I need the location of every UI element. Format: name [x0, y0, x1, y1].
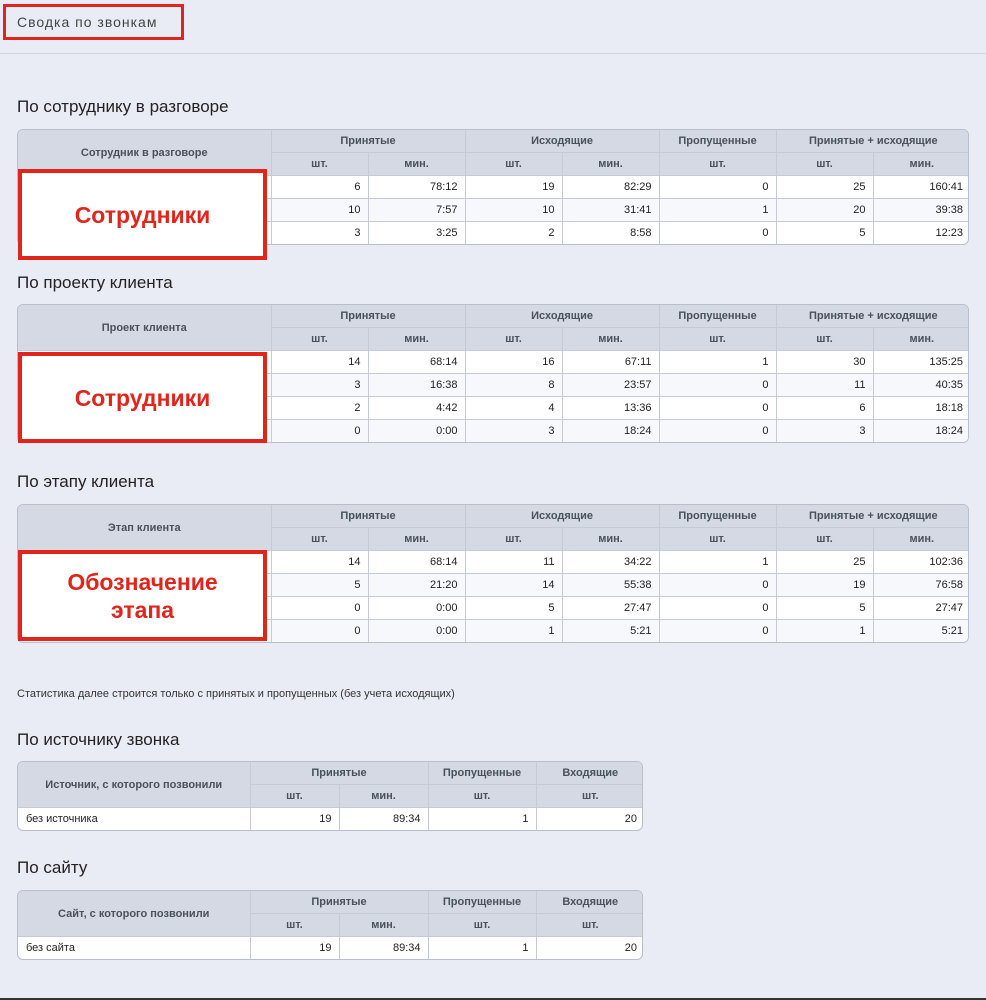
value-cell: 19 — [465, 176, 562, 199]
value-cell: 1 — [465, 620, 562, 643]
value-cell: 5 — [271, 574, 368, 597]
col-header-source[interactable]: Источник, с которого позвонили — [18, 762, 250, 808]
value-cell: 68:14 — [368, 351, 465, 374]
value-cell: 1 — [428, 808, 536, 831]
value-cell: 160:41 — [873, 176, 969, 199]
section-title-employee: По сотруднику в разговоре — [17, 97, 229, 116]
value-cell: 16:38 — [368, 374, 465, 397]
value-cell: 10 — [271, 199, 368, 222]
value-cell: 0 — [659, 597, 776, 620]
value-cell: 3 — [776, 420, 873, 443]
value-cell: 11 — [776, 374, 873, 397]
value-cell: 8:58 — [562, 222, 659, 245]
value-cell: 30 — [776, 351, 873, 374]
col-header-outgoing[interactable]: Исходящие — [465, 505, 659, 528]
col-header-accepted[interactable]: Принятые — [271, 505, 465, 528]
col-header-project[interactable]: Проект клиента — [18, 305, 271, 351]
value-cell: 1 — [428, 937, 536, 960]
value-cell: 5 — [465, 597, 562, 620]
subheader-pcs: шт. — [271, 528, 368, 551]
overlay-employees — [18, 169, 267, 260]
section-title-stage: По этапу клиента — [17, 472, 155, 491]
value-cell: 89:34 — [339, 808, 428, 831]
value-cell: 4 — [465, 397, 562, 420]
col-header-accepted[interactable]: Принятые — [250, 762, 428, 785]
subheader-pcs: шт. — [536, 914, 643, 937]
value-cell: 1 — [659, 351, 776, 374]
table-row[interactable] — [18, 808, 643, 831]
value-cell: 0 — [659, 222, 776, 245]
col-header-missed[interactable]: Пропущенные — [659, 505, 776, 528]
col-header-incoming[interactable]: Входящие — [536, 891, 643, 914]
table-row[interactable] — [18, 937, 643, 960]
site-table — [17, 890, 643, 960]
value-cell: 14 — [271, 551, 368, 574]
col-header-missed[interactable]: Пропущенные — [428, 762, 536, 785]
col-header-employee[interactable]: Сотрудник в разговоре — [18, 130, 271, 176]
col-header-incoming[interactable]: Входящие — [536, 762, 643, 785]
value-cell: 12:23 — [873, 222, 969, 245]
subheader-min: мин. — [562, 328, 659, 351]
subheader-pcs: шт. — [271, 153, 368, 176]
value-cell: 1 — [659, 551, 776, 574]
value-cell: 40:35 — [873, 374, 969, 397]
value-cell: 13:36 — [562, 397, 659, 420]
subheader-pcs: шт. — [536, 785, 643, 808]
subheader-min: мин. — [873, 528, 969, 551]
section-title-site: По сайту — [17, 858, 88, 877]
col-header-accepted-outgoing[interactable]: Принятые + исходящие — [776, 130, 969, 153]
overlay-stage — [18, 550, 267, 641]
col-header-outgoing[interactable]: Исходящие — [465, 130, 659, 153]
value-cell: 135:25 — [873, 351, 969, 374]
value-cell: 0 — [659, 374, 776, 397]
value-cell: 0 — [271, 620, 368, 643]
value-cell: 20 — [536, 808, 643, 831]
col-header-accepted-outgoing[interactable]: Принятые + исходящие — [776, 505, 969, 528]
value-cell: 0 — [659, 620, 776, 643]
value-cell: 20 — [776, 199, 873, 222]
col-header-stage[interactable]: Этап клиента — [18, 505, 271, 551]
subheader-min: мин. — [368, 528, 465, 551]
value-cell: 18:24 — [873, 420, 969, 443]
value-cell: 67:11 — [562, 351, 659, 374]
col-header-accepted[interactable]: Принятые — [271, 130, 465, 153]
subheader-pcs: шт. — [659, 328, 776, 351]
subheader-pcs: шт. — [271, 328, 368, 351]
col-header-accepted-outgoing[interactable]: Принятые + исходящие — [776, 305, 969, 328]
section-title-project: По проекту клиента — [17, 273, 173, 292]
value-cell: 2 — [465, 222, 562, 245]
value-cell: 14 — [271, 351, 368, 374]
tab-call-summary[interactable]: Сводка по звонкам — [3, 4, 184, 40]
subheader-pcs: шт. — [428, 914, 536, 937]
value-cell: 0:00 — [368, 620, 465, 643]
value-cell: 25 — [776, 551, 873, 574]
value-cell: 78:12 — [368, 176, 465, 199]
value-cell: 34:22 — [562, 551, 659, 574]
overlay-label: Сотрудники — [74, 201, 211, 228]
value-cell: 27:47 — [873, 597, 969, 620]
value-cell: 55:38 — [562, 574, 659, 597]
value-cell: 0 — [659, 397, 776, 420]
value-cell: 31:41 — [562, 199, 659, 222]
value-cell: 20 — [536, 937, 643, 960]
value-cell: 6 — [271, 176, 368, 199]
col-header-missed[interactable]: Пропущенные — [659, 130, 776, 153]
subheader-min: мин. — [339, 785, 428, 808]
value-cell: 0 — [271, 420, 368, 443]
value-cell: 10 — [465, 199, 562, 222]
subheader-min: мин. — [873, 328, 969, 351]
value-cell: 16 — [465, 351, 562, 374]
row-name-cell: без источника — [18, 808, 250, 831]
value-cell: 3 — [465, 420, 562, 443]
value-cell: 18:24 — [562, 420, 659, 443]
value-cell: 1 — [776, 620, 873, 643]
subheader-pcs: шт. — [428, 785, 536, 808]
value-cell: 0:00 — [368, 597, 465, 620]
value-cell: 89:34 — [339, 937, 428, 960]
value-cell: 18:18 — [873, 397, 969, 420]
section-title-source: По источнику звонка — [17, 730, 180, 749]
col-header-outgoing[interactable]: Исходящие — [465, 305, 659, 328]
value-cell: 0 — [659, 420, 776, 443]
value-cell: 0 — [271, 597, 368, 620]
subheader-min: мин. — [339, 914, 428, 937]
value-cell: 19 — [250, 808, 339, 831]
overlay-line-1: Обозначение — [67, 568, 218, 595]
subheader-pcs: шт. — [776, 328, 873, 351]
subheader-pcs: шт. — [250, 785, 339, 808]
value-cell: 8 — [465, 374, 562, 397]
value-cell: 23:57 — [562, 374, 659, 397]
value-cell: 11 — [465, 551, 562, 574]
value-cell: 3 — [271, 374, 368, 397]
col-header-accepted[interactable]: Принятые — [250, 891, 428, 914]
subheader-pcs: шт. — [776, 528, 873, 551]
overlay-projects — [18, 352, 267, 443]
col-header-missed[interactable]: Пропущенные — [659, 305, 776, 328]
subheader-pcs: шт. — [465, 528, 562, 551]
subheader-min: мин. — [368, 328, 465, 351]
value-cell: 19 — [250, 937, 339, 960]
value-cell: 5:21 — [873, 620, 969, 643]
value-cell: 39:38 — [873, 199, 969, 222]
col-header-missed[interactable]: Пропущенные — [428, 891, 536, 914]
value-cell: 7:57 — [368, 199, 465, 222]
statistics-note: Статистика далее строится только с принятых и пропущенных (без учета исходящих) — [17, 688, 455, 700]
source-table — [17, 761, 643, 831]
value-cell: 102:36 — [873, 551, 969, 574]
value-cell: 2 — [271, 397, 368, 420]
overlay-line-2: этапа — [110, 596, 175, 623]
subheader-min: мин. — [873, 153, 969, 176]
col-header-site[interactable]: Сайт, с которого позвонили — [18, 891, 250, 937]
subheader-pcs: шт. — [776, 153, 873, 176]
value-cell: 0:00 — [368, 420, 465, 443]
header-divider — [0, 53, 986, 54]
value-cell: 5 — [776, 222, 873, 245]
col-header-accepted[interactable]: Принятые — [271, 305, 465, 328]
value-cell: 6 — [776, 397, 873, 420]
value-cell: 25 — [776, 176, 873, 199]
overlay-label: Сотрудники — [74, 384, 211, 411]
subheader-min: мин. — [368, 153, 465, 176]
subheader-min: мин. — [562, 153, 659, 176]
value-cell: 68:14 — [368, 551, 465, 574]
value-cell: 3:25 — [368, 222, 465, 245]
value-cell: 1 — [659, 199, 776, 222]
value-cell: 0 — [659, 176, 776, 199]
value-cell: 4:42 — [368, 397, 465, 420]
value-cell: 19 — [776, 574, 873, 597]
value-cell: 27:47 — [562, 597, 659, 620]
value-cell: 82:29 — [562, 176, 659, 199]
value-cell: 21:20 — [368, 574, 465, 597]
subheader-pcs: шт. — [465, 153, 562, 176]
value-cell: 5 — [776, 597, 873, 620]
value-cell: 14 — [465, 574, 562, 597]
subheader-pcs: шт. — [465, 328, 562, 351]
value-cell: 5:21 — [562, 620, 659, 643]
value-cell: 0 — [659, 574, 776, 597]
value-cell: 3 — [271, 222, 368, 245]
subheader-min: мин. — [562, 528, 659, 551]
overlay-label — [67, 568, 217, 624]
subheader-pcs: шт. — [659, 153, 776, 176]
subheader-pcs: шт. — [250, 914, 339, 937]
subheader-pcs: шт. — [659, 528, 776, 551]
value-cell: 76:58 — [873, 574, 969, 597]
row-name-cell: без сайта — [18, 937, 250, 960]
